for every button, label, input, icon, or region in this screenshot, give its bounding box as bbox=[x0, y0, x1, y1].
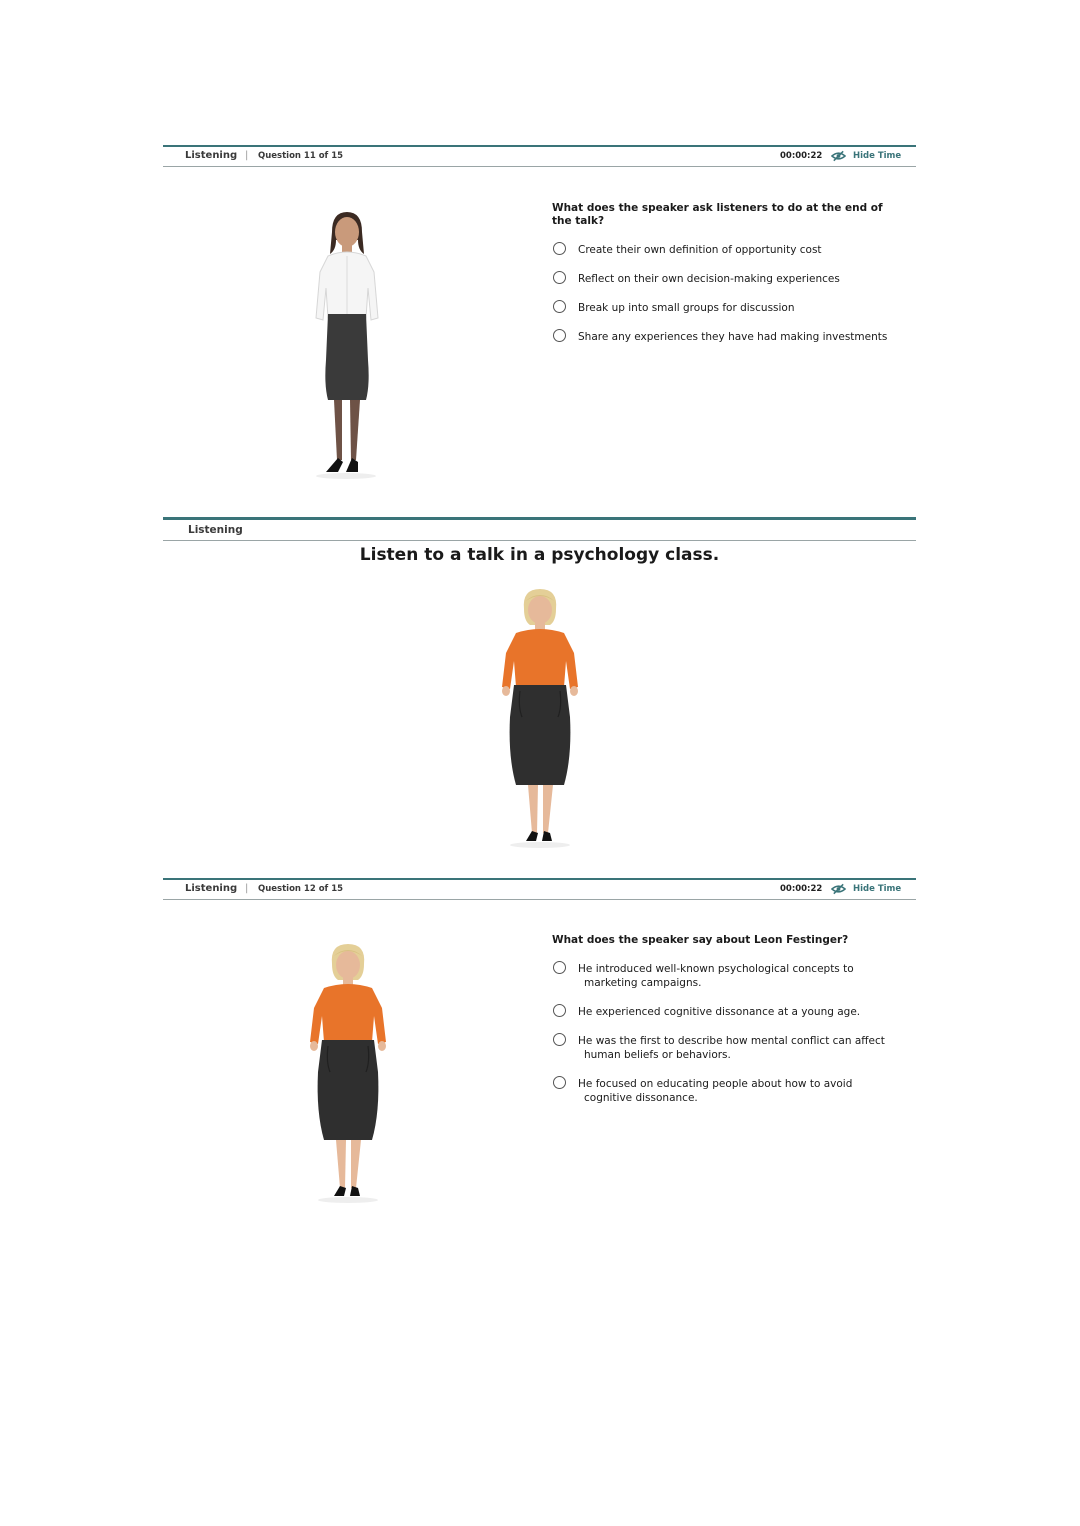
radio-circle-icon[interactable] bbox=[553, 242, 566, 255]
question-text: What does the speaker say about Leon Festinger? bbox=[552, 934, 849, 946]
option-label: He introduced well-known psychological concepts to marketing campaigns. bbox=[578, 963, 854, 989]
option-label: He was the first to describe how mental conflict can affect human beliefs or behaviors. bbox=[578, 1035, 885, 1061]
test-header bbox=[163, 878, 916, 900]
speaker-figure-woman-orange-top bbox=[490, 587, 590, 849]
radio-circle-icon[interactable] bbox=[553, 300, 566, 313]
section-label: Listening bbox=[185, 150, 238, 161]
question-counter: Question 11 of 15 bbox=[258, 151, 344, 161]
question-text: What does the speaker ask listeners to do at the end of the talk? bbox=[552, 202, 883, 227]
option-label: He focused on educating people about how to avoid cognitive dissonance. bbox=[578, 1078, 853, 1104]
radio-circle-icon[interactable] bbox=[553, 961, 566, 974]
question-counter: Question 12 of 15 bbox=[258, 884, 344, 894]
speaker-figure-woman-orange-top bbox=[298, 940, 398, 1206]
test-header bbox=[163, 517, 916, 541]
intro-instruction: Listen to a talk in a psychology class. bbox=[359, 545, 720, 565]
eye-slash-icon[interactable] bbox=[831, 883, 846, 895]
option-label: Break up into small groups for discussion bbox=[578, 302, 795, 314]
section-label: Listening bbox=[185, 883, 238, 894]
radio-circle-icon[interactable] bbox=[553, 271, 566, 284]
radio-circle-icon[interactable] bbox=[553, 1076, 566, 1089]
speaker-figure-woman-white-blouse bbox=[298, 210, 398, 480]
radio-circle-icon[interactable] bbox=[553, 1033, 566, 1046]
timer-display: 00:00:22 bbox=[780, 884, 823, 894]
header-separator: | bbox=[245, 150, 249, 161]
option-label: Share any experiences they have had making investments bbox=[578, 331, 888, 343]
radio-circle-icon[interactable] bbox=[553, 329, 566, 342]
eye-slash-icon[interactable] bbox=[831, 150, 846, 162]
option-label: Create their own definition of opportunity cost bbox=[578, 244, 822, 256]
listening-intro-screen bbox=[163, 517, 916, 852]
timer-display: 00:00:22 bbox=[780, 151, 823, 161]
section-label: Listening bbox=[188, 524, 243, 536]
option-label: Reflect on their own decision-making experiences bbox=[578, 273, 840, 285]
hide-time-button[interactable]: Hide Time bbox=[853, 884, 902, 894]
hide-time-button[interactable]: Hide Time bbox=[853, 151, 902, 161]
question-11-screen bbox=[163, 145, 916, 485]
test-header bbox=[163, 145, 916, 167]
option-label: He experienced cognitive dissonance at a young age. bbox=[578, 1006, 861, 1018]
question-12-screen bbox=[163, 878, 916, 1208]
header-separator: | bbox=[245, 883, 249, 894]
radio-circle-icon[interactable] bbox=[553, 1004, 566, 1017]
